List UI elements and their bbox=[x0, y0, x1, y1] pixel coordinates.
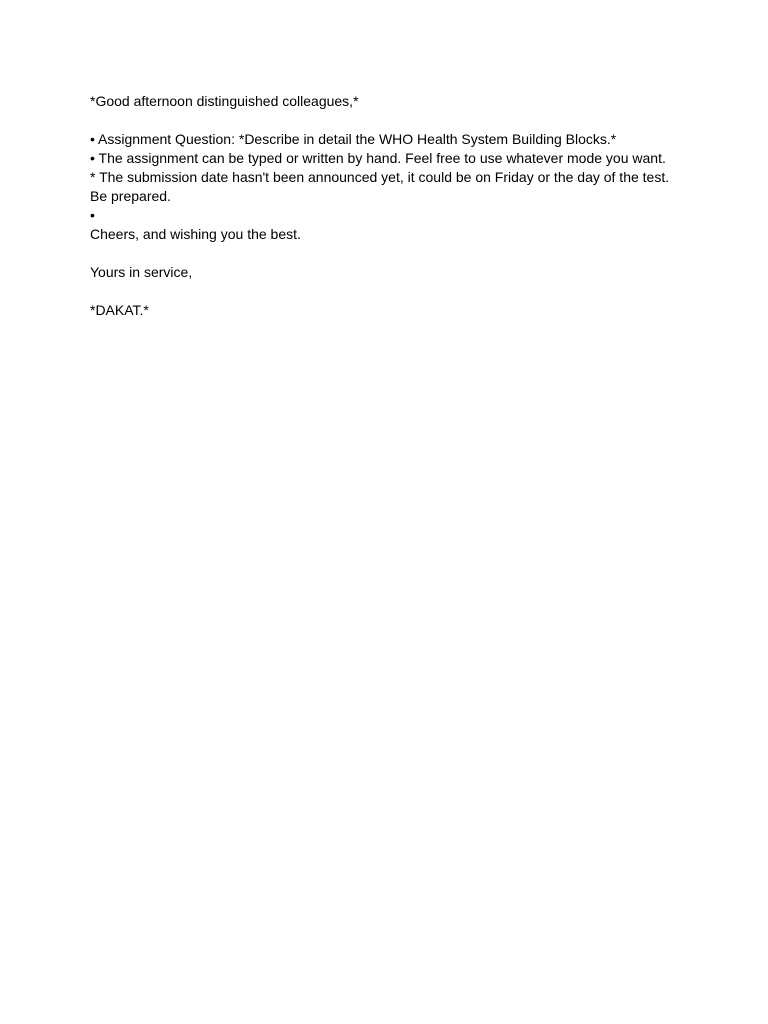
message-body bbox=[90, 92, 730, 320]
assignment-question-line: • Assignment Question: *Describe in detail the WHO Health System Building Blocks.* bbox=[90, 131, 617, 147]
greeting-line: *Good afternoon distinguished colleagues,* bbox=[90, 93, 359, 109]
signature-line: *DAKAT.* bbox=[90, 302, 149, 318]
submission-date-line: * The submission date hasn't been announced yet, it could be on Friday or the day of the test. bbox=[90, 169, 670, 185]
assignment-mode-line: • The assignment can be typed or written by hand. Feel free to use whatever mode you want. bbox=[90, 150, 666, 166]
be-prepared-line: Be prepared. bbox=[90, 188, 171, 204]
closing-line: Yours in service, bbox=[90, 264, 193, 280]
spacer bbox=[90, 282, 730, 301]
spacer bbox=[90, 111, 730, 130]
empty-bullet-line: • bbox=[90, 207, 95, 223]
cheers-line: Cheers, and wishing you the best. bbox=[90, 226, 301, 242]
spacer bbox=[90, 244, 730, 263]
